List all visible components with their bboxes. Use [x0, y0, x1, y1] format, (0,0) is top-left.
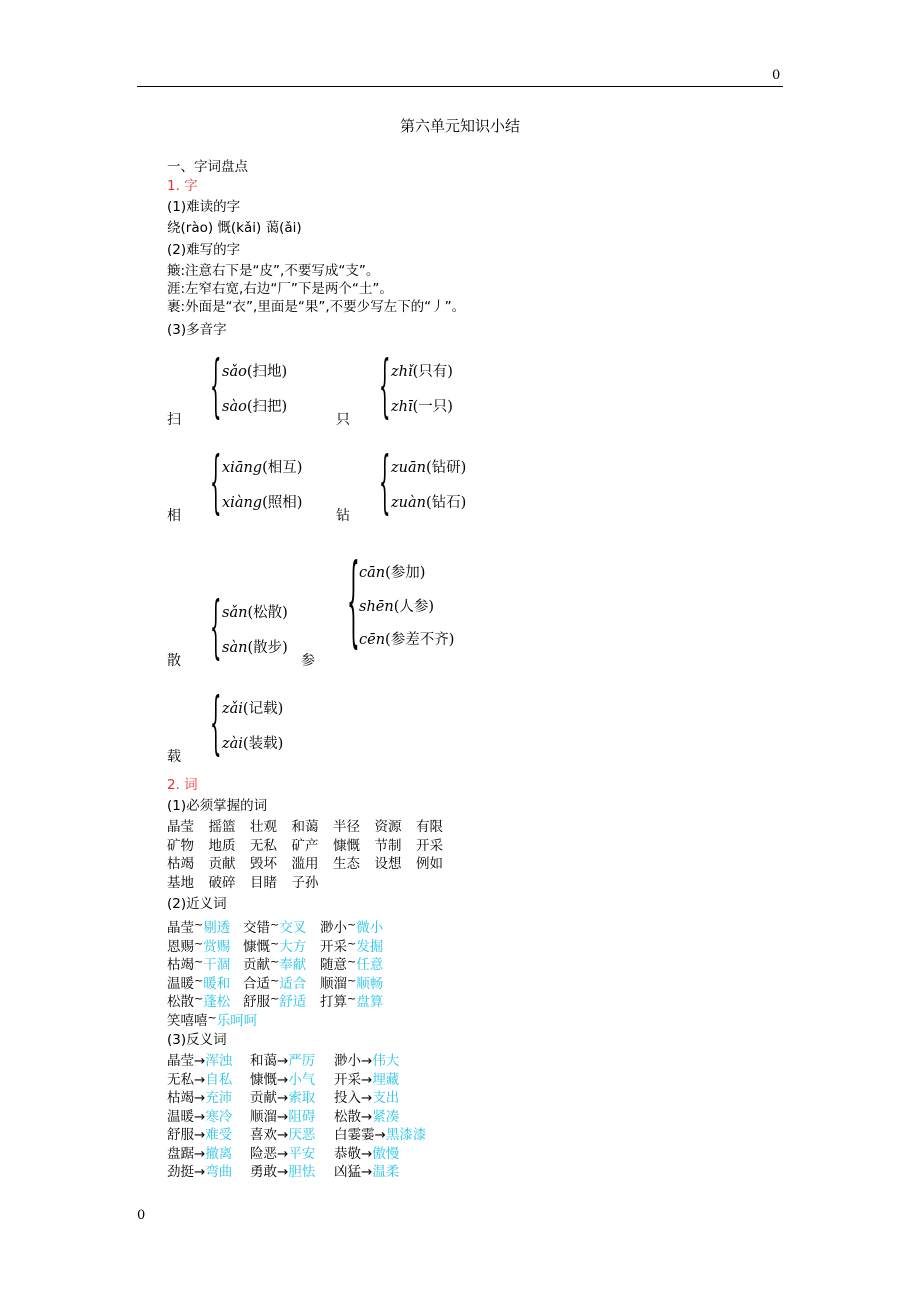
pair-separator: ~	[194, 992, 204, 1005]
word-pair	[167, 1163, 232, 1181]
polyphonic-char: 载	[167, 749, 181, 765]
answer-word: 撤离	[205, 1145, 233, 1162]
answer-word: 赏赐	[203, 938, 231, 955]
vocab-word: 破碎	[208, 874, 236, 891]
reading: zài(装载)	[222, 736, 284, 752]
base-word: 开采	[334, 1071, 361, 1088]
word-pair	[250, 1126, 315, 1144]
pair-separator: →	[361, 1145, 373, 1162]
pair-separator: →	[277, 1090, 289, 1106]
pair-separator: →	[194, 1053, 206, 1069]
difficult-read-line: 绕(rào) 慨(kǎi) 蔼(ǎi)	[167, 220, 302, 236]
pair-separator: →	[277, 1145, 289, 1162]
reading: zuān(钻研)	[391, 460, 467, 476]
pair-separator: →	[277, 1071, 289, 1088]
vocab-word: 矿物	[167, 837, 194, 854]
pair-separator: →	[194, 1164, 206, 1180]
answer-word: 埋藏	[372, 1071, 400, 1088]
polyphonic-char: 参	[301, 653, 315, 669]
pair-separator: ~	[207, 1010, 217, 1024]
answer-word: 微小	[356, 920, 384, 936]
base-word: 恩赐	[167, 938, 194, 955]
vocab-word: 慷慨	[333, 837, 360, 854]
base-word: 顺溜	[250, 1108, 277, 1125]
answer-word: 胆怯	[288, 1164, 316, 1180]
base-word: 贡献	[250, 1090, 277, 1106]
polyphonic-char: 散	[167, 653, 181, 669]
vocab-word: 贡献	[208, 856, 236, 872]
answer-word: 顺畅	[356, 975, 384, 992]
answer-word: 剔透	[203, 920, 231, 936]
pair-separator: ~	[194, 936, 204, 950]
difficult-write-line: 涯:左窄右宽,右边“厂”下是两个“土”。	[167, 281, 393, 297]
vocab-word: 晶莹	[167, 819, 194, 835]
vocab-word: 目睹	[250, 874, 277, 891]
reading: shēn(人参)	[359, 599, 435, 615]
word-pair	[334, 1089, 399, 1107]
brace-icon: {	[210, 347, 222, 427]
answer-word: 温柔	[372, 1164, 400, 1180]
answer-word: 乐呵呵	[216, 1012, 258, 1029]
word-pair	[334, 1108, 399, 1126]
pair-separator: →	[361, 1090, 373, 1106]
answer-word: 浑浊	[205, 1053, 233, 1069]
base-word: 慷慨	[243, 938, 270, 955]
answer-word: 弯曲	[205, 1164, 233, 1180]
pair-separator: ~	[270, 992, 280, 1005]
base-word: 开采	[320, 938, 347, 955]
vocab-word: 枯竭	[167, 856, 194, 872]
vocab-word: 矿产	[291, 837, 319, 854]
vocab-word: 例如	[416, 856, 443, 872]
answer-word: 小气	[288, 1071, 316, 1088]
pair-separator: →	[374, 1127, 386, 1143]
base-word: 温暖	[167, 1108, 194, 1125]
word-pair	[167, 1108, 232, 1126]
word-pair	[250, 1108, 315, 1126]
antonyms-label: (3)反义词	[167, 1032, 227, 1048]
subsection-words: 2. 词	[167, 777, 198, 793]
pair-separator: ~	[194, 973, 204, 987]
word-pair	[250, 1071, 315, 1089]
base-word: 枯竭	[167, 1090, 194, 1106]
base-word: 勇敢	[250, 1164, 277, 1180]
pair-separator: ~	[270, 918, 280, 931]
base-word: 笑嘻嘻	[167, 1012, 208, 1029]
word-pair	[167, 1126, 232, 1144]
vocab-word: 壮观	[250, 819, 277, 835]
reading: sǎo(扫地)	[222, 364, 288, 380]
brace-icon: {	[347, 545, 360, 659]
pair-separator: →	[194, 1071, 206, 1088]
answer-word: 厌恶	[288, 1127, 316, 1143]
answer-word: 阻碍	[288, 1108, 316, 1125]
header-page-number: 0	[772, 68, 781, 83]
base-word: 盘踞	[167, 1145, 194, 1162]
pair-separator: ~	[347, 936, 357, 950]
base-word: 舒服	[167, 1127, 194, 1143]
vocab-word: 滥用	[291, 856, 319, 872]
word-pair	[167, 1071, 232, 1089]
base-word: 随意	[320, 957, 347, 973]
vocab-word: 基地	[167, 874, 194, 891]
pair-separator: →	[361, 1071, 373, 1088]
reading: sàn(散步)	[222, 640, 288, 656]
pair-separator: ~	[347, 918, 357, 931]
vocab-word: 子孙	[291, 874, 319, 891]
base-word: 恭敬	[334, 1145, 361, 1162]
word-pair	[334, 1071, 399, 1089]
pair-separator: ~	[347, 955, 357, 968]
base-word: 打算	[320, 994, 347, 1010]
polyphonic-char: 钻	[336, 508, 350, 524]
reading: xiāng(相互)	[222, 460, 303, 476]
answer-word: 盘算	[356, 994, 384, 1010]
reading: zhǐ(只有)	[391, 364, 453, 380]
reading: zǎi(记载)	[222, 701, 284, 717]
pair-separator: →	[194, 1108, 206, 1125]
difficult-read-label: (1)难读的字	[167, 199, 241, 215]
word-pair	[250, 1052, 315, 1070]
brace-icon: {	[379, 347, 391, 427]
word-pair	[334, 1126, 426, 1144]
word-pair	[320, 990, 383, 1011]
answer-word: 适合	[279, 975, 307, 992]
synonyms-label: (2)近义词	[167, 896, 227, 912]
pair-separator: →	[361, 1053, 373, 1069]
brace-icon: {	[210, 684, 222, 764]
footer-page-number: 0	[137, 1208, 146, 1223]
answer-word: 支出	[372, 1090, 400, 1106]
pair-separator: →	[277, 1164, 289, 1180]
base-word: 投入	[334, 1090, 361, 1106]
reading: cān(参加)	[359, 565, 426, 581]
word-pair	[250, 1145, 315, 1163]
answer-word: 傲慢	[372, 1145, 400, 1162]
pair-separator: →	[277, 1053, 289, 1069]
section-heading: 一、字词盘点	[167, 159, 248, 175]
answer-word: 充沛	[205, 1090, 233, 1106]
difficult-write-line: 簸:注意右下是“皮”,不要写成“支”。	[167, 263, 380, 279]
base-word: 温暖	[167, 975, 194, 992]
base-word: 松散	[167, 994, 194, 1010]
word-pair	[167, 1052, 232, 1070]
answer-word: 黑漆漆	[385, 1127, 427, 1143]
base-word: 和蔼	[250, 1053, 277, 1069]
pair-separator: →	[361, 1108, 373, 1125]
word-pair	[167, 1089, 232, 1107]
brace-icon: {	[379, 443, 391, 523]
polyphonic-char: 相	[167, 508, 181, 524]
base-word: 交错	[243, 920, 270, 936]
answer-word: 奉献	[279, 957, 307, 973]
answer-word: 寒冷	[205, 1108, 233, 1125]
polyphonic-char: 扫	[167, 412, 181, 428]
base-word: 松散	[334, 1108, 361, 1125]
base-word: 晶莹	[167, 920, 194, 936]
difficult-write-line: 裹:外面是“衣”,里面是“果”,不要少写左下的“丿”。	[167, 299, 466, 315]
vocab-word: 和蔼	[291, 819, 319, 835]
base-word: 枯竭	[167, 957, 194, 973]
page-title: 第六单元知识小结	[399, 117, 520, 135]
header-rule	[137, 86, 783, 87]
vocab-word: 无私	[250, 837, 277, 854]
pair-separator: →	[361, 1164, 373, 1180]
word-pair	[167, 1145, 232, 1163]
vocab-word: 生态	[333, 856, 360, 872]
pair-separator: ~	[194, 918, 204, 931]
pair-separator: ~	[270, 936, 280, 950]
reading: zuàn(钻石)	[391, 495, 467, 511]
base-word: 顺溜	[320, 975, 347, 992]
word-pair	[167, 1009, 257, 1030]
base-word: 无私	[167, 1071, 194, 1088]
word-pair	[334, 1052, 399, 1070]
pair-separator: →	[194, 1127, 206, 1143]
base-word: 舒服	[243, 994, 270, 1010]
answer-word: 自私	[205, 1071, 233, 1088]
pair-separator: ~	[270, 955, 280, 968]
answer-word: 干涸	[203, 957, 231, 973]
reading: zhī(一只)	[391, 399, 453, 415]
word-pair	[250, 1089, 315, 1107]
answer-word: 平安	[288, 1145, 316, 1162]
pair-separator: ~	[347, 973, 357, 987]
answer-word: 严厉	[288, 1053, 316, 1069]
brace-icon: {	[210, 588, 222, 668]
base-word: 劲挺	[167, 1164, 194, 1180]
base-word: 凶猛	[334, 1164, 361, 1180]
word-pair	[250, 1163, 315, 1181]
pair-separator: ~	[194, 955, 204, 968]
polyphonic-char: 只	[336, 412, 350, 428]
base-word: 慷慨	[250, 1071, 277, 1088]
base-word: 险恶	[250, 1145, 277, 1162]
answer-word: 交叉	[279, 920, 307, 936]
answer-word: 索取	[288, 1090, 316, 1106]
answer-word: 蓬松	[203, 994, 231, 1010]
vocab-word: 设想	[374, 856, 402, 872]
vocab-word: 地质	[208, 837, 236, 854]
answer-word: 发掘	[356, 938, 384, 955]
vocab-word: 资源	[374, 819, 402, 835]
vocab-word: 摇篮	[208, 819, 236, 835]
difficult-write-label: (2)难写的字	[167, 242, 241, 258]
base-word: 合适	[243, 975, 270, 992]
answer-word: 任意	[356, 957, 384, 973]
reading: xiàng(照相)	[222, 495, 303, 511]
answer-word: 暖和	[203, 975, 231, 992]
base-word: 白霎霎	[334, 1127, 375, 1143]
vocab-word: 有限	[416, 819, 443, 835]
base-word: 渺小	[334, 1053, 361, 1069]
answer-word: 伟大	[372, 1053, 400, 1069]
pair-separator: →	[277, 1108, 289, 1125]
base-word: 喜欢	[250, 1127, 277, 1143]
answer-word: 舒适	[279, 994, 307, 1010]
vocab-word: 半径	[333, 819, 360, 835]
base-word: 贡献	[243, 957, 270, 973]
base-word: 渺小	[320, 920, 347, 936]
answer-word: 大方	[279, 938, 307, 955]
reading: cēn(参差不齐)	[359, 632, 455, 648]
reading: sào(扫把)	[222, 399, 288, 415]
answer-word: 紧凑	[372, 1108, 400, 1125]
vocab-word: 毁坏	[250, 856, 277, 872]
pair-separator: →	[194, 1090, 206, 1106]
answer-word: 难受	[205, 1127, 233, 1143]
word-pair	[334, 1163, 399, 1181]
vocab-word: 开采	[416, 837, 443, 854]
pair-separator: →	[194, 1145, 206, 1162]
pair-separator: ~	[270, 973, 280, 987]
word-pair	[334, 1145, 399, 1163]
polyphonic-label: (3)多音字	[167, 322, 227, 338]
reading: sǎn(松散)	[222, 605, 288, 621]
base-word: 晶莹	[167, 1053, 194, 1069]
must-know-label: (1)必须掌握的词	[167, 798, 268, 814]
vocab-word: 节制	[374, 837, 402, 854]
pair-separator: ~	[347, 992, 357, 1005]
subsection-characters: 1. 字	[167, 178, 198, 194]
pair-separator: →	[277, 1127, 289, 1143]
brace-icon: {	[210, 443, 222, 523]
